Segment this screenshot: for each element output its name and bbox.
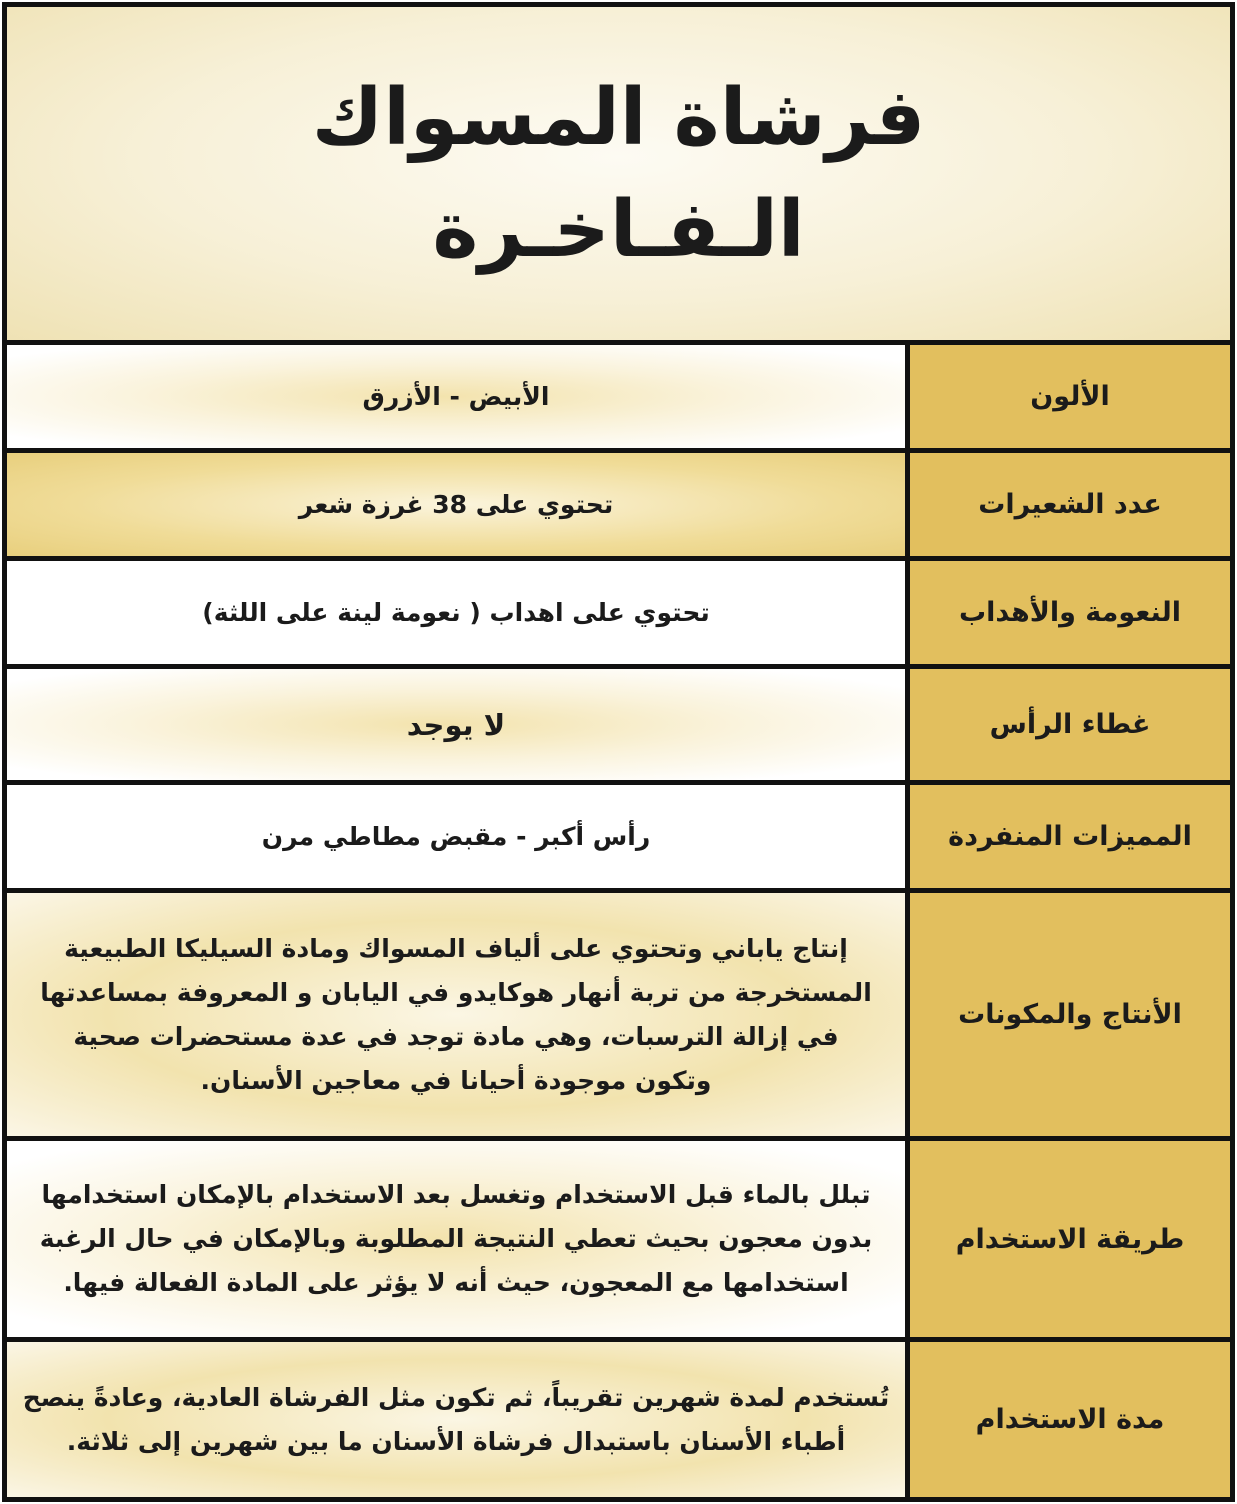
row-label-production: الأنتاج والمكونات	[910, 893, 1230, 1136]
paragraph-line: وتكون موجودة أحيانا في معاجين الأسنان.	[200, 1065, 712, 1095]
row-label-usage-duration: مدة الاستخدام	[910, 1342, 1230, 1497]
table-row-usage-method	[7, 1141, 1230, 1337]
row-label-features: المميزات المنفردة	[910, 785, 1230, 888]
paragraph-line: أطباء الأسنان باستبدال فرشاة الأسنان ما بين شهرين إلى ثلاثة.	[66, 1426, 846, 1456]
table-row-production	[7, 893, 1230, 1136]
table-row-features	[7, 785, 1230, 888]
table-row-bristles	[7, 453, 1230, 556]
row-value-usage-method	[7, 1141, 905, 1337]
row-value-usage-duration	[7, 1342, 905, 1497]
paragraph-line: تبلل بالماء قبل الاستخدام وتغسل بعد الاستخدام بالإمكان استخدامها	[41, 1180, 871, 1209]
table-row-usage-duration	[7, 1342, 1230, 1497]
paragraph-line: بدون معجون بحيث تعطي النتيجة المطلوبة وبالإمكان في حال الرغبة	[39, 1224, 873, 1253]
comparison-table	[2, 2, 1235, 1502]
table-row-colors	[7, 345, 1230, 448]
paragraph-line: إنتاج ياباني وتحتوي على ألياف المسواك ومادة السيليكا الطبيعية	[64, 933, 848, 963]
row-label-bristles: عدد الشعيرات	[910, 453, 1230, 556]
paragraph-line: في إزالة الترسبات، وهي مادة توجد في عدة مستحضرات صحية	[73, 1021, 839, 1051]
page-title-line-1: فرشاة المسواك	[311, 72, 926, 163]
row-value-bristles: تحتوي على 38 غرزة شعر	[7, 453, 905, 556]
table-row-head-cover	[7, 669, 1230, 780]
row-value-production	[7, 893, 905, 1136]
title-banner	[7, 7, 1230, 340]
paragraph-line: المستخرجة من تربة أنهار هوكايدو في اليابان و المعروفة بمساعدتها	[40, 977, 872, 1007]
table-row-softness	[7, 561, 1230, 664]
row-value-colors: الأبيض - الأزرق	[7, 345, 905, 448]
row-value-softness: تحتوي على اهداب ( نعومة لينة على اللثة)	[7, 561, 905, 664]
row-value-features: رأس أكبر - مقبض مطاطي مرن	[7, 785, 905, 888]
paragraph-usage-duration	[23, 1376, 889, 1464]
row-label-softness: النعومة والأهداب	[910, 561, 1230, 664]
paragraph-line: تُستخدم لمدة شهرين تقريباً، ثم تكون مثل الفرشاة العادية، وعادةً ينصح	[22, 1382, 890, 1412]
row-label-head-cover: غطاء الرأس	[910, 669, 1230, 780]
row-value-head-cover: لا يوجد	[7, 669, 905, 780]
paragraph-production	[40, 927, 872, 1103]
page-title-line-2: الـفـاخـرة	[432, 184, 805, 275]
paragraph-line: استخدامها مع المعجون، حيث أنه لا يؤثر على المادة الفعالة فيها.	[63, 1268, 849, 1297]
row-label-colors: الألون	[910, 345, 1230, 448]
paragraph-usage-method	[40, 1173, 873, 1305]
row-label-usage-method: طريقة الاستخدام	[910, 1141, 1230, 1337]
